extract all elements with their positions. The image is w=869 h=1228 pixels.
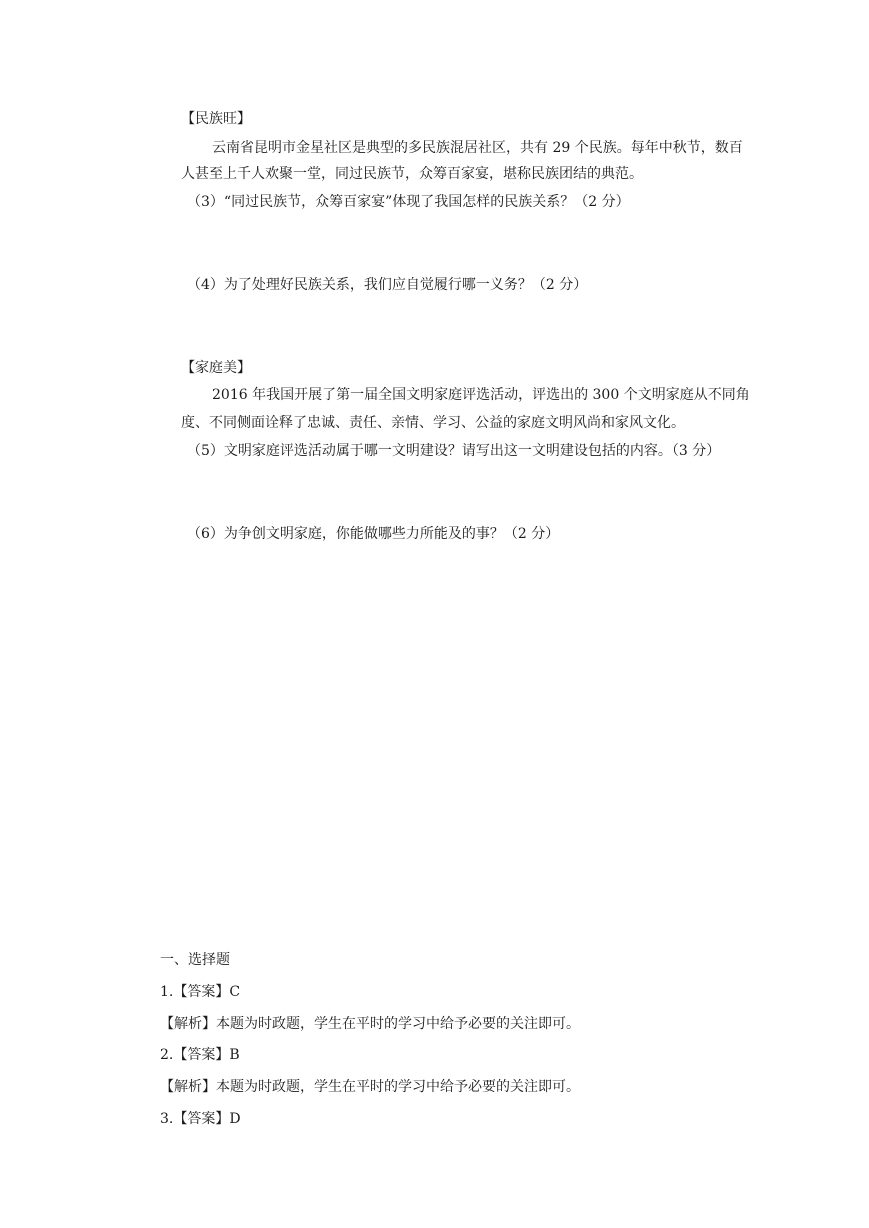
question-6: （6）为争创文明家庭，你能做哪些力所能及的事？（2 分） <box>187 526 560 542</box>
paragraph-jiating-line-1: 2016 年我国开展了第一届全国文明家庭评选活动，评选出的 300 个文明家庭从不同角 <box>212 387 750 403</box>
paragraph-minzu-line-1: 云南省昆明市金星社区是典型的多民族混居社区，共有 29 个民族。每年中秋节，数百 <box>212 140 743 156</box>
section-title-minzu: 【民族旺】 <box>181 111 251 127</box>
section-title-jiating: 【家庭美】 <box>181 360 251 376</box>
question-4: （4）为了处理好民族关系，我们应自觉履行哪一义务？（2 分） <box>187 277 588 293</box>
paragraph-minzu-line-2: 人甚至上千人欢聚一堂，同过民族节，众筹百家宴，堪称民族团结的典范。 <box>181 166 643 182</box>
answers-section-title: 一、选择题 <box>160 952 230 968</box>
answer-1: 1.【答案】C <box>160 984 241 1000</box>
analysis-2: 【解析】本题为时政题，学生在平时的学习中给予必要的关注即可。 <box>160 1079 580 1095</box>
question-5: （5）文明家庭评选活动属于哪一文明建设？请写出这一文明建设包括的内容。（3 分） <box>187 443 721 459</box>
paragraph-jiating-line-2: 度、不同侧面诠释了忠诚、责任、亲情、学习、公益的家庭文明风尚和家风文化。 <box>181 415 685 431</box>
analysis-1: 【解析】本题为时政题，学生在平时的学习中给予必要的关注即可。 <box>160 1016 580 1032</box>
answer-2: 2.【答案】B <box>160 1047 240 1063</box>
answer-3: 3.【答案】D <box>160 1111 241 1127</box>
question-3: （3）“同过民族节，众筹百家宴”体现了我国怎样的民族关系？（2 分） <box>187 194 630 210</box>
